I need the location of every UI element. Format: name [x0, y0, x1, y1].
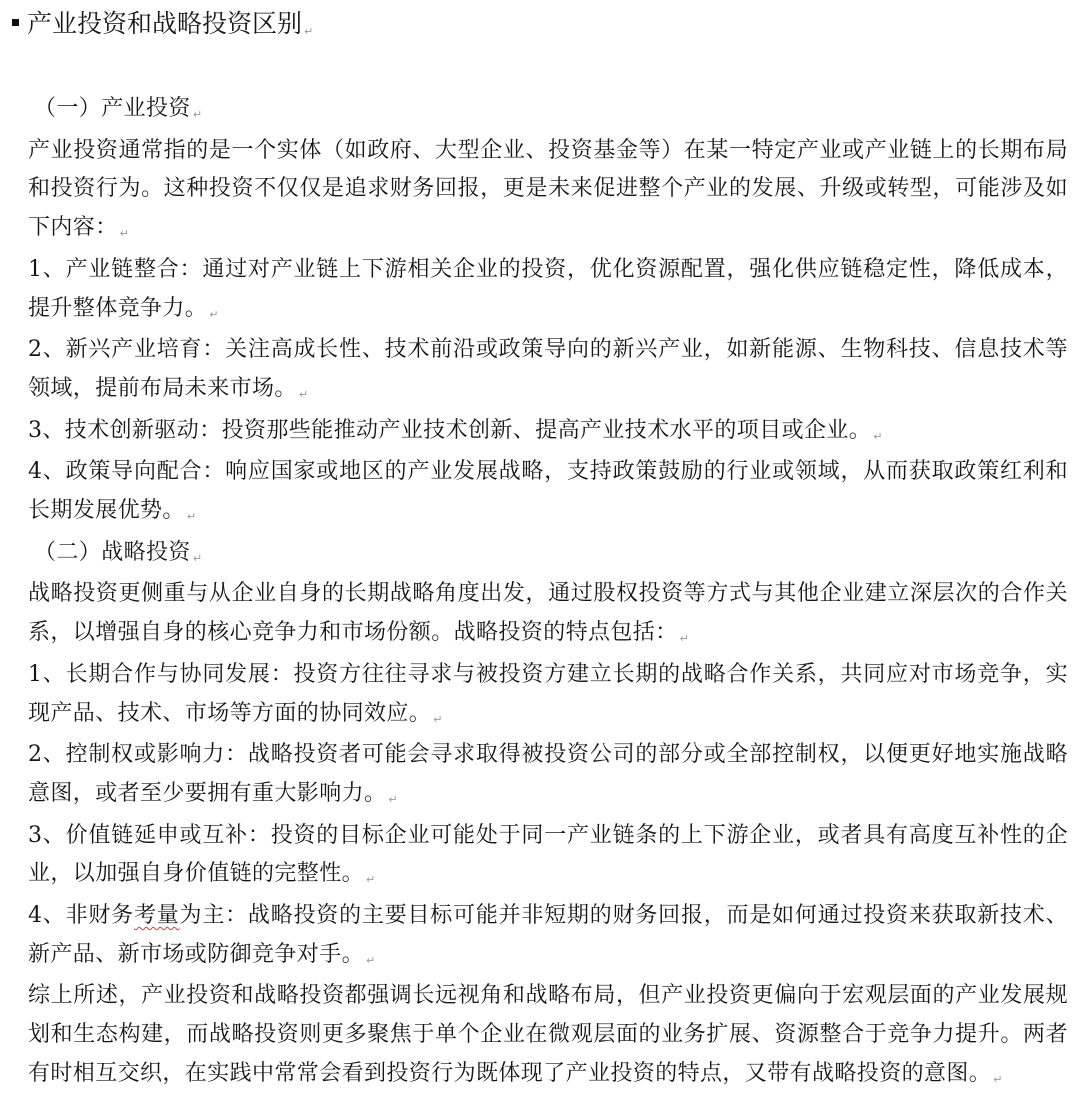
document-body [28, 90, 1068, 1097]
paragraph-mark-icon: ↵ [873, 429, 883, 443]
document-title [12, 6, 313, 47]
list-item-industrial-2: 2、新兴产业培育：关注高成长性、技术前沿或政策导向的新兴产业，如新能源、生物科技、信息技术等领域，提前布局未来市场。 ↵ [28, 337, 1068, 401]
spellcheck-underline: 考量 [133, 903, 180, 929]
conclusion-paragraph: 综上所述，产业投资和战略投资都强调长远视角和战略布局，但产业投资更偏向于宏观层面的产业发展规划和生态构建，而战略投资则更多聚焦于单个企业在微观层面的业务扩展、资源整合于竞争力提升。两者有时相互交织，在实践中常常会看到投资行为既体现了产业投资的特点，又带有战略投资的意图。 ↵ [28, 983, 1068, 1086]
paragraph-mark-icon: ↵ [366, 953, 376, 967]
list-item-strategic-1: 1、长期合作与协同发展：投资方往往寻求与被投资方建立长期的战略合作关系，共同应对市场竞争，实现产品、技术、市场等方面的协同效应。 ↵ [28, 661, 1068, 726]
paragraph-mark-icon: ↵ [119, 227, 130, 241]
section-heading-industrial: （一）产业投资 ↵ [34, 96, 203, 121]
paragraph-mark-icon: ↵ [186, 510, 197, 524]
list-item-industrial-4: 4、政策导向配合：响应国家或地区的产业发展战略，支持政策鼓励的行业或领域，从而获取政策红利和长期发展优势。 ↵ [28, 459, 1068, 524]
paragraph-mark-icon: ↵ [209, 307, 219, 321]
section-intro-strategic: 战略投资更侧重与从企业自身的长期战略角度出发，通过股权投资等方式与其他企业建立深层次的合作关系，以增强自身的核心竞争力和市场份额。战略投资的特点包括： ↵ [28, 581, 1068, 646]
paragraph-mark-icon: ↵ [388, 792, 399, 806]
paragraph-mark-icon: ↵ [192, 551, 203, 565]
paragraph-mark-icon: ↵ [304, 25, 314, 38]
paragraph-mark-icon: ↵ [433, 712, 443, 726]
paragraph-mark-icon: ↵ [993, 1072, 1003, 1086]
list-item-industrial-1: 1、产业链整合：通过对产业链上下游相关企业的投资，优化资源配置，强化供应链稳定性，降低成本，提升整体竞争力。 ↵ [28, 256, 1068, 321]
paragraph-mark-icon: ↵ [298, 387, 309, 401]
paragraph-mark-icon: ↵ [366, 873, 376, 887]
bullet-square-icon [12, 19, 19, 26]
paragraph-mark-icon: ↵ [679, 632, 690, 646]
list-item-strategic-4: 4、非财务考量为主：战略投资的主要目标可能并非短期的财务回报，而是如何通过投资来获取新技术、新产品、新市场或防御竞争对手。 ↵ [28, 903, 1068, 967]
list-item-strategic-2: 2、控制权或影响力：战略投资者可能会寻求取得被投资公司的部分或全部控制权，以便更好地实施战略意图，或者至少要拥有重大影响力。 ↵ [28, 742, 1068, 806]
list-item-industrial-3: 3、技术创新驱动：投资那些能推动产业技术创新、提高产业技术水平的项目或企业。 ↵ [28, 417, 883, 443]
section-intro-industrial: 产业投资通常指的是一个实体（如政府、大型企业、投资基金等）在某一特定产业或产业链上的长期布局和投资行为。这种投资不仅仅是追求财务回报，更是未来促进整个产业的发展、升级或转型，可能涉及如下内容： ↵ [28, 137, 1068, 241]
list-item-strategic-3: 3、价值链延申或互补：投资的目标企业可能处于同一产业链条的上下游企业，或者具有高度互补性的企业，以加强自身价值链的完整性。 ↵ [28, 822, 1068, 887]
document-title-text: 产业投资和战略投资区别 [27, 9, 303, 38]
section-heading-strategic: （二）战略投资 ↵ [34, 539, 203, 565]
paragraph-mark-icon: ↵ [192, 108, 203, 121]
